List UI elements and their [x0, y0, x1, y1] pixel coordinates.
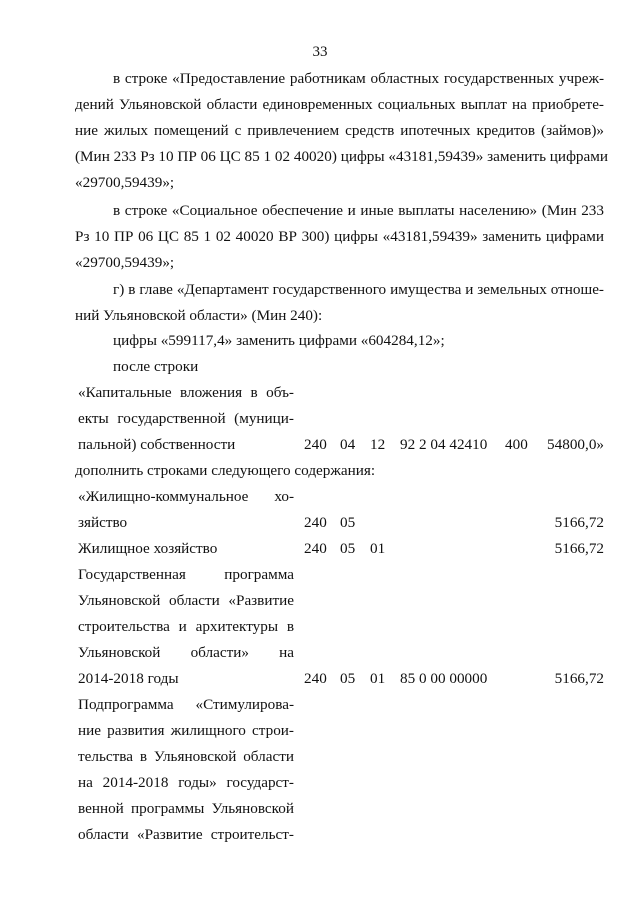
- cell-cs: 85 0 00 00000: [400, 670, 488, 687]
- row-label-line: 2014-2018 годы: [78, 670, 179, 687]
- cell-rz: 05: [340, 540, 356, 557]
- paragraph-line: дополнить строками следующего содержания:: [75, 462, 376, 479]
- paragraph-line: (Мин 233 Рз 10 ПР 06 ЦС 85 1 02 40020) цифры «43181,59439» заменить цифрами: [75, 148, 608, 165]
- cell-min: 240: [304, 670, 327, 687]
- cell-rz: 05: [340, 670, 356, 687]
- paragraph-line: ний Ульяновской области» (Мин 240):: [75, 307, 323, 324]
- paragraph-line: в строке «Социальное обеспечение и иные выплаты населению» (Мин 233: [113, 202, 604, 219]
- cell-sum: 5166,72: [554, 540, 604, 557]
- row-label-line: Ульяновской области «Развитие: [78, 592, 294, 609]
- row-label-line: Государственная программа: [78, 566, 294, 583]
- row-label-line: ние развития жилищного строи-: [78, 722, 294, 739]
- page-number: 33: [312, 44, 328, 60]
- paragraph-line: ние жилых помещений с привлечением средств ипотечных кредитов (займов)»: [75, 122, 604, 139]
- cell-rz: 04: [340, 436, 356, 453]
- row-label-line: области «Развитие строительст-: [78, 826, 294, 843]
- cell-min: 240: [304, 436, 327, 453]
- cell-sum: 5166,72: [554, 670, 604, 687]
- row-label-line: строительства и архитектуры в: [78, 618, 294, 635]
- row-label-line: «Капитальные вложения в объ-: [78, 384, 294, 401]
- row-label-line: на 2014-2018 годы» государст-: [78, 774, 294, 791]
- row-label-line: «Жилищно-коммунальное хо-: [78, 488, 294, 505]
- paragraph-line: Рз 10 ПР 06 ЦС 85 1 02 40020 ВР 300) цифры «43181,59439» заменить цифрами: [75, 228, 604, 245]
- cell-vr: 400: [505, 436, 528, 453]
- cell-rz: 05: [340, 514, 356, 531]
- row-label-line: Ульяновской области» на: [78, 644, 294, 661]
- row-label-line: тельства в Ульяновской области: [78, 748, 294, 765]
- cell-pr: 01: [370, 540, 386, 557]
- cell-pr: 01: [370, 670, 386, 687]
- cell-sum: 5166,72: [554, 514, 604, 531]
- row-label-line: екты государственной (муници-: [78, 410, 294, 427]
- cell-cs: 92 2 04 42410: [400, 436, 488, 453]
- row-label-line: зяйство: [78, 514, 128, 531]
- cell-pr: 12: [370, 436, 386, 453]
- cell-min: 240: [304, 540, 327, 557]
- paragraph-line: цифры «599117,4» заменить цифрами «604284,12»;: [113, 332, 445, 349]
- paragraph-line: дений Ульяновской области единовременных социальных выплат на приобрете-: [75, 96, 604, 113]
- cell-min: 240: [304, 514, 327, 531]
- row-label-line: пальной) собственности: [78, 436, 236, 453]
- paragraph-line: после строки: [113, 358, 199, 375]
- row-label-line: венной программы Ульяновской: [78, 800, 294, 817]
- cell-sum: 54800,0»: [547, 436, 604, 453]
- row-label-line: Подпрограмма «Стимулирова-: [78, 696, 294, 713]
- row-label-line: Жилищное хозяйство: [78, 540, 218, 557]
- paragraph-line: г) в главе «Департамент государственного имущества и земельных отноше-: [113, 281, 604, 298]
- paragraph-line: «29700,59439»;: [75, 254, 175, 271]
- paragraph-line: в строке «Предоставление работникам областных государственных учреж-: [113, 70, 604, 87]
- paragraph-line: «29700,59439»;: [75, 174, 175, 191]
